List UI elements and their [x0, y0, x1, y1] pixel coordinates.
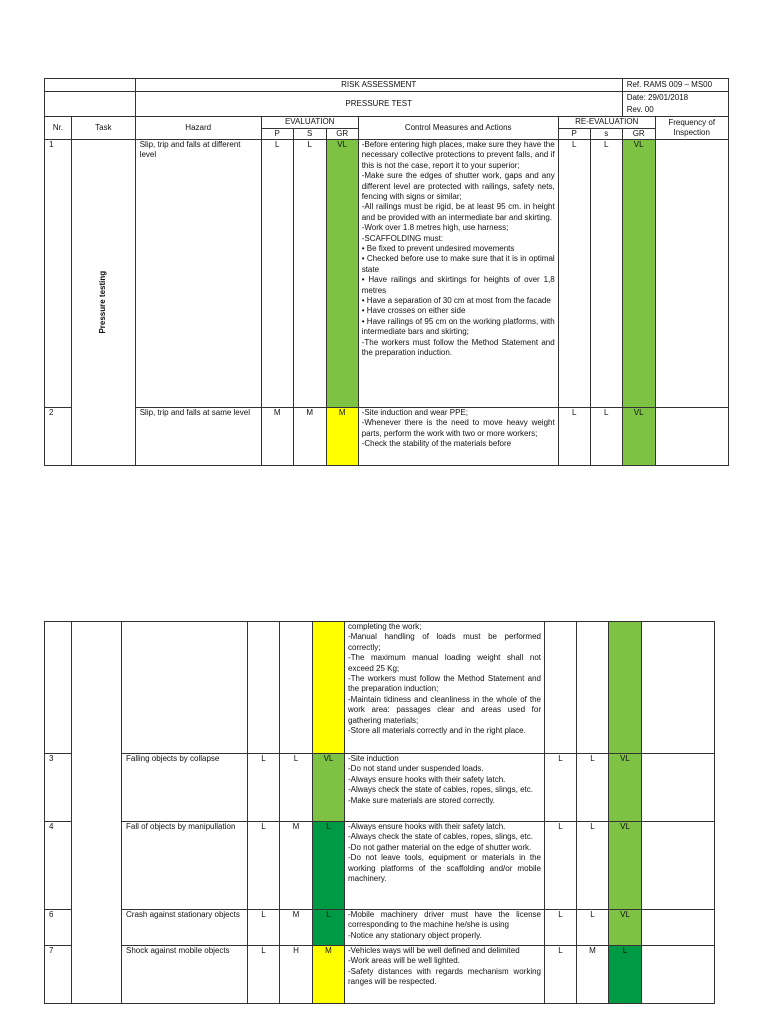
row-re-gr: VL — [609, 754, 642, 822]
row-frequency — [642, 622, 715, 754]
row-frequency — [642, 910, 715, 946]
blank-cell — [45, 79, 136, 92]
row-re-s: L — [577, 910, 609, 946]
row-s: M — [293, 407, 326, 465]
table-row — [45, 822, 715, 910]
row-re-s: L — [590, 139, 622, 407]
doc-subtitle: PRESSURE TEST — [135, 92, 622, 117]
col-re-p: P — [558, 128, 590, 139]
row-re-gr: L — [609, 946, 642, 1004]
row-s — [280, 622, 313, 754]
row-gr: M — [313, 946, 345, 1004]
doc-date-rev — [622, 92, 728, 117]
row-re-p: L — [545, 910, 577, 946]
row-nr: 4 — [45, 822, 72, 910]
row-p — [248, 622, 280, 754]
row-nr: 6 — [45, 910, 72, 946]
row-gr: VL — [313, 754, 345, 822]
col-p: P — [261, 128, 293, 139]
row-p: L — [248, 822, 280, 910]
row-re-p: L — [545, 754, 577, 822]
row-s: L — [280, 754, 313, 822]
table-row — [45, 139, 729, 407]
row-hazard: Crash against stationary objects — [122, 910, 248, 946]
table-row — [45, 946, 715, 1004]
row-re-s: L — [577, 822, 609, 910]
doc-ref: Ref. RAMS 009 – MS00 — [622, 79, 728, 92]
row-p: L — [248, 754, 280, 822]
row-hazard: Slip, trip and falls at same level — [135, 407, 261, 465]
row-re-gr: VL — [622, 407, 655, 465]
row-control: -Always ensure hooks with their safety latch. -Always check the state of cables, ropes, slings, etc. -Do not gather material on the edge of shutter work. -Do not leave tools, equipment or materials in the working platforms of the scaffolding and/or mobile machinery. — [345, 822, 545, 910]
row-p: L — [261, 139, 293, 407]
col-re-gr: GR — [622, 128, 655, 139]
row-p: L — [248, 946, 280, 1004]
doc-date: Date: 29/01/2018 — [626, 93, 689, 103]
blank-cell — [45, 92, 136, 117]
row-p: L — [248, 910, 280, 946]
col-reevaluation: RE-EVALUATION — [558, 117, 655, 128]
row-gr: VL — [326, 139, 358, 407]
col-re-s: s — [590, 128, 622, 139]
row-re-p: L — [545, 822, 577, 910]
table-row — [45, 754, 715, 822]
table-row — [45, 622, 715, 754]
row-control: -Vehicles ways will be well defined and delimited -Work areas will be well lighted. -Safety distances with regards mechanism working ranges will be respected. — [345, 946, 545, 1004]
row-re-p: L — [558, 139, 590, 407]
row-re-gr: VL — [609, 822, 642, 910]
task-cell — [72, 139, 136, 465]
col-control: Control Measures and Actions — [358, 117, 558, 140]
row-hazard: Shock against mobile objects — [122, 946, 248, 1004]
row-hazard — [122, 622, 248, 754]
row-nr: 1 — [45, 139, 72, 407]
row-re-p: L — [545, 946, 577, 1004]
col-evaluation: EVALUATION — [261, 117, 358, 128]
row-gr: L — [313, 910, 345, 946]
row-p: M — [261, 407, 293, 465]
row-frequency — [642, 822, 715, 910]
row-frequency — [642, 754, 715, 822]
row-frequency — [642, 946, 715, 1004]
row-hazard: Falling objects by collapse — [122, 754, 248, 822]
row-control: -Site induction -Do not stand under suspended loads. -Always ensure hooks with their safety latch. -Always check the state of cables, ropes, slings, etc. -Make sure materials are stored correctly. — [345, 754, 545, 822]
col-frequency: Frequency of Inspection — [655, 117, 728, 140]
row-control: -Site induction and wear PPE; -Whenever there is the need to move heavy weight parts, perform the work with two or more workers; -Check the stability of the materials before — [358, 407, 558, 465]
row-re-s: M — [577, 946, 609, 1004]
row-re-s: L — [577, 754, 609, 822]
row-s: H — [280, 946, 313, 1004]
row-re-s — [577, 622, 609, 754]
row-nr — [45, 622, 72, 754]
col-gr: GR — [326, 128, 358, 139]
row-s: M — [280, 910, 313, 946]
table-row — [45, 407, 729, 465]
task-cell — [72, 622, 122, 1004]
doc-rev: Rev. 00 — [626, 105, 654, 115]
row-re-gr: VL — [622, 139, 655, 407]
row-s: L — [293, 139, 326, 407]
row-gr: M — [326, 407, 358, 465]
risk-assessment-table-page-1 — [44, 78, 729, 466]
col-s: S — [293, 128, 326, 139]
row-control: -Mobile machinery driver must have the license corresponding to the machine he/she is using -Notice any stationary object properly. — [345, 910, 545, 946]
doc-title: RISK ASSESSMENT — [135, 79, 622, 92]
col-task: Task — [72, 117, 136, 140]
row-s: M — [280, 822, 313, 910]
row-control: completing the work; -Manual handling of loads must be performed correctly; -The maximum manual loading weight shall not exceed 25 Kg; -The workers must follow the Method Statement and the preparation induction; -Maintain tidiness and cleanliness in the whole of the work area: passages clear and areas used for gathering materials; -Store all materials correctly and in the right place. — [345, 622, 545, 754]
row-re-gr — [609, 622, 642, 754]
row-re-s: L — [590, 407, 622, 465]
row-nr: 2 — [45, 407, 72, 465]
risk-assessment-table-page-2 — [44, 621, 715, 1004]
row-control: -Before entering high places, make sure they have the necessary collective protections to prevent falls, and if this is not the case, report it to your superior; -Make sure the edges of shutter work, gaps and any different level are protected with railings, safety nets, fencing with signs or similar; -All railings must be rigid, be at least 95 cm. in height and be provided with an intermediate bar and skirting. -Work over 1.8 metres high, use harness; -SCAFFOLDING must: • Be fixed to prevent undesired movements • Checked before use to make sure that it is in optimal state • Have railings and skirtings for heights of over 1,8 metres • Have a separation of 30 cm at most from the facade • Have crosses on either side • Have railings of 95 cm on the working platforms, with intermediate bars and skirting; -The workers must follow the Method Statement and the preparation induction. — [358, 139, 558, 407]
task-name: Pressure testing — [98, 271, 108, 334]
row-re-p — [545, 622, 577, 754]
row-hazard: Slip, trip and falls at different level — [135, 139, 261, 407]
row-gr: L — [313, 822, 345, 910]
row-hazard: Fall of objects by manipullation — [122, 822, 248, 910]
row-re-p: L — [558, 407, 590, 465]
col-hazard: Hazard — [135, 117, 261, 140]
row-re-gr: VL — [609, 910, 642, 946]
row-nr: 3 — [45, 754, 72, 822]
row-gr — [313, 622, 345, 754]
row-nr: 7 — [45, 946, 72, 1004]
row-frequency — [655, 139, 728, 407]
table-row — [45, 910, 715, 946]
row-frequency — [655, 407, 728, 465]
col-nr: Nr. — [45, 117, 72, 140]
